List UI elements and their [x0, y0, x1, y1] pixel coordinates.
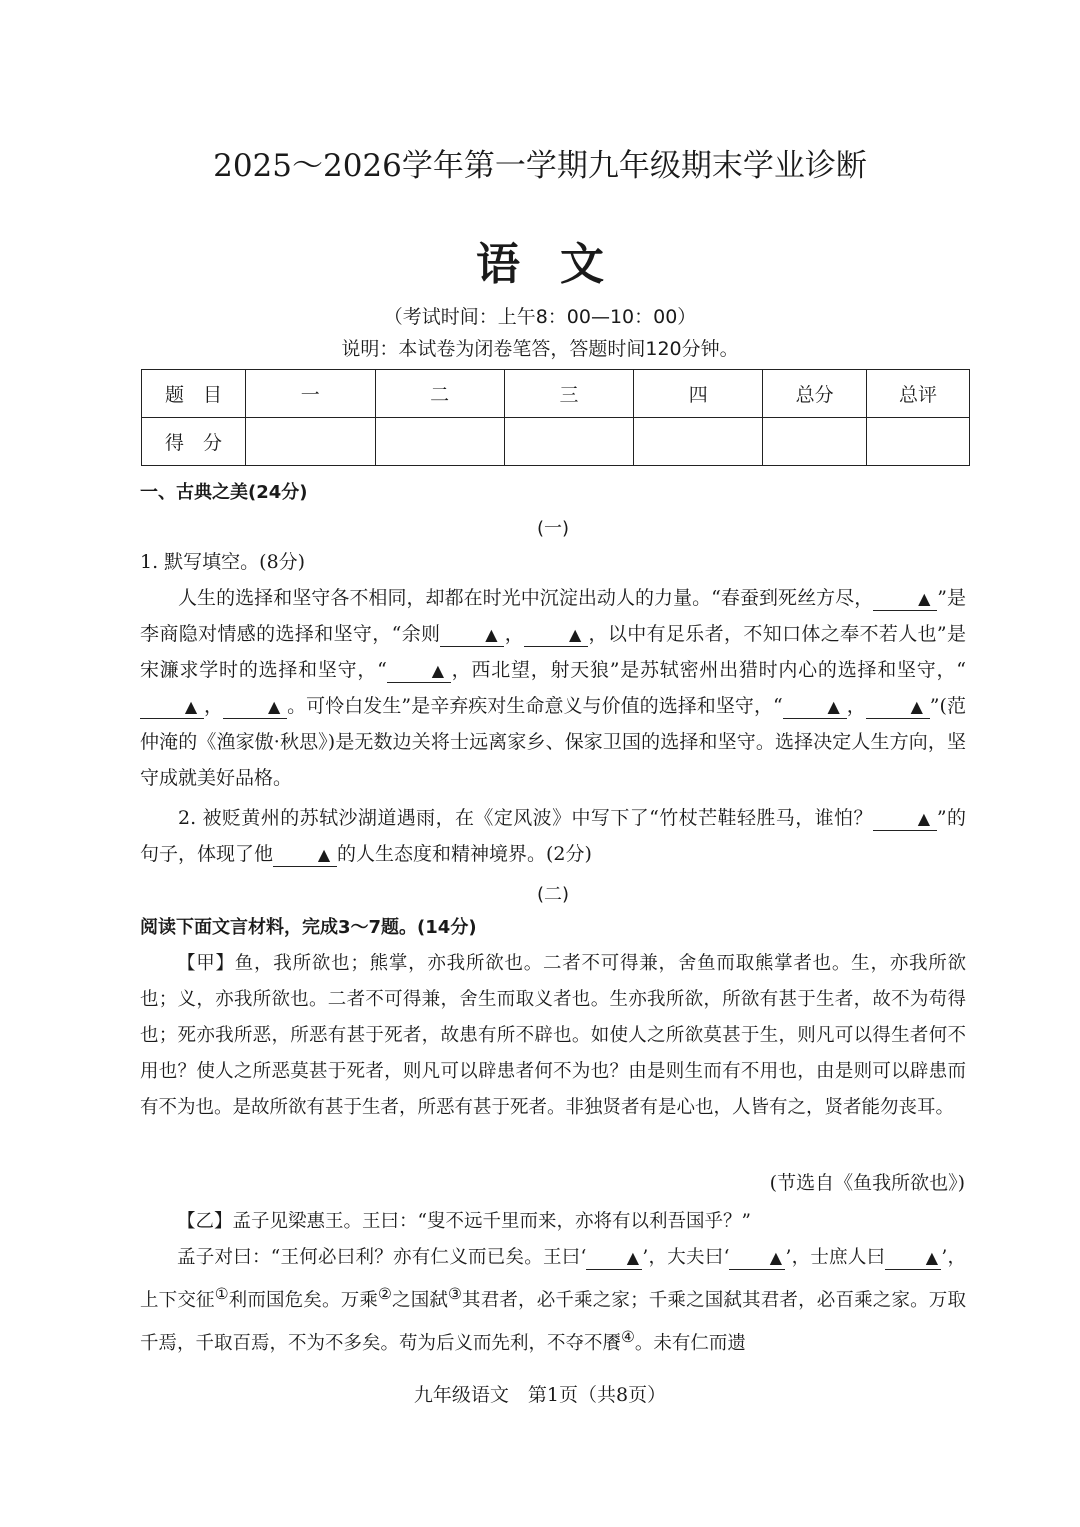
page-footer: 九年级语文 第1页（共8页） — [413, 1384, 667, 1406]
score-cell-label: 得 分 — [142, 418, 246, 466]
exam-note: 说明：本试卷为闭卷笔答，答题时间120分钟。 — [341, 338, 739, 360]
answer-blank[interactable]: ▲ — [223, 696, 287, 719]
text-run: 孟子对曰：“王何必曰利？亦有仁义而已矣。王曰‘ — [177, 1247, 587, 1268]
score-cell-empty[interactable] — [634, 418, 763, 466]
passage-yi — [140, 1204, 966, 1362]
score-cell-empty[interactable] — [375, 418, 504, 466]
answer-blank[interactable]: ▲ — [729, 1247, 785, 1270]
text-run: 人生的选择和坚守各不相同，却都在时光中沉淀出动人的力量。“春蚕到死丝方尽， — [178, 587, 874, 609]
text-run: 之国弑 — [392, 1290, 449, 1312]
text-run: ，以中有足乐者，不知口体之奉不若人也”是宋濂求学时的选择和坚守，“ — [140, 623, 966, 681]
score-cell-empty[interactable] — [763, 418, 867, 466]
text-run: ’，上下交征 — [140, 1247, 966, 1312]
text-run: ， — [204, 695, 224, 717]
answer-blank[interactable]: ▲ — [586, 1247, 642, 1270]
answer-blank[interactable]: ▲ — [866, 696, 930, 719]
text-run: 其君者，必千乘之家；千乘之国弑其君者，必百乘之家。万取千焉，千取百焉，不为不多矣。苟为后义而先利，不夺不餍 — [140, 1290, 966, 1355]
text-run: 2. 被贬黄州的苏轼沙湖道遇雨，在《定风波》中写下了“竹杖芒鞋轻胜马，谁怕？ — [178, 807, 873, 829]
score-cell-header: 四 — [634, 370, 763, 418]
answer-blank[interactable]: ▲ — [873, 588, 937, 611]
score-cell-header: 总评 — [867, 370, 970, 418]
answer-blank[interactable]: ▲ — [440, 624, 504, 647]
question-2 — [140, 800, 966, 872]
part-one-heading: (一) — [536, 518, 570, 539]
answer-blank[interactable]: ▲ — [387, 660, 451, 683]
score-cell-empty[interactable] — [504, 418, 634, 466]
text-run: ， — [846, 695, 866, 717]
answer-blank[interactable]: ▲ — [873, 808, 937, 831]
footnote-mark: ③ — [448, 1285, 463, 1303]
exam-title: 2025～2026学年第一学期九年级期末学业诊断 — [213, 148, 867, 184]
text-run: ’，士庶人曰 — [785, 1247, 886, 1268]
text-run: 。可怜白发生”是辛弃疾对生命意义与价值的选择和坚守，“ — [287, 695, 783, 717]
passage-jia — [140, 946, 966, 1126]
score-cell-header: 总分 — [763, 370, 867, 418]
score-cell-empty[interactable] — [245, 418, 375, 466]
text-run: ，西北望，射天狼”是苏轼密州出猎时内心的选择和坚守，“ — [450, 659, 966, 681]
score-cell-empty[interactable] — [867, 418, 970, 466]
answer-blank[interactable]: ▲ — [783, 696, 847, 719]
text-run: ”的句子，体现了他 — [140, 807, 966, 865]
exam-time: （考试时间：上午8：00—10：00） — [383, 306, 697, 328]
passage-jia-source: (节选自《鱼我所欲也》) — [769, 1172, 965, 1194]
score-cell-header: 一 — [245, 370, 375, 418]
text-run: 的人生态度和精神境界。(2分) — [337, 843, 592, 865]
footnote-mark: ④ — [621, 1328, 635, 1347]
subject-title: 语文 — [476, 239, 644, 290]
footnote-mark: ① — [214, 1285, 229, 1303]
passage-jia-text: 【甲】鱼，我所欲也；熊掌，亦我所欲也。二者不可得兼，舍鱼而取熊掌者也。生，亦我所欲也；义，亦我所欲也。二者不可得兼，舍生而取义者也。生亦我所欲，所欲有甚于生者，故不为苟得也；死亦我所恶，所恶有甚于死者，故患有所不辟也。如使人之所欲莫甚于生，则凡可以得生者何不用也？使人之所恶莫甚于死者，则凡可以辟患者何不为也？由是则生而有不用也，由是则可以辟患而有不为也。是故所欲有甚于生者，所恶有甚于死者。非独贤者有是心也，人皆有之，贤者能勿丧耳。 — [140, 953, 966, 1118]
score-table — [141, 369, 970, 466]
text-run: ”(范仲淹的《渔家傲·秋思》)是无数边关将士远离家乡、保家卫国的选择和坚守。选择决定人生方向，坚守成就美好品格。 — [140, 695, 966, 789]
part-two-heading: (二) — [536, 884, 570, 905]
text-run: 。未有仁而遗 — [634, 1333, 746, 1355]
answer-blank[interactable]: ▲ — [885, 1247, 941, 1270]
score-table-score-row — [142, 418, 970, 466]
score-cell-header: 二 — [375, 370, 504, 418]
question-1-body — [140, 580, 966, 796]
answer-blank[interactable]: ▲ — [273, 844, 337, 867]
text-run: ”是李商隐对情感的选择和坚守，“余则 — [140, 587, 967, 645]
reading-instruction: 阅读下面文言材料，完成3～7题。(14分) — [140, 917, 477, 938]
text-run: ， — [504, 623, 525, 645]
score-cell-label: 题 目 — [142, 370, 246, 418]
footnote-mark: ② — [378, 1285, 393, 1303]
section-heading: 一、古典之美(24分) — [140, 482, 308, 503]
text-run: ’，大夫曰‘ — [642, 1247, 730, 1268]
answer-blank[interactable]: ▲ — [524, 624, 588, 647]
passage-yi-line1: 【乙】孟子见梁惠王。王曰：“叟不远千里而来，亦将有以利吾国乎？” — [177, 1211, 751, 1232]
question-1-title: 1. 默写填空。(8分) — [140, 551, 306, 573]
text-run: 利而国危矣。万乘 — [228, 1290, 379, 1312]
score-cell-header: 三 — [504, 370, 634, 418]
answer-blank[interactable]: ▲ — [140, 696, 204, 719]
score-table-header-row — [142, 370, 970, 418]
